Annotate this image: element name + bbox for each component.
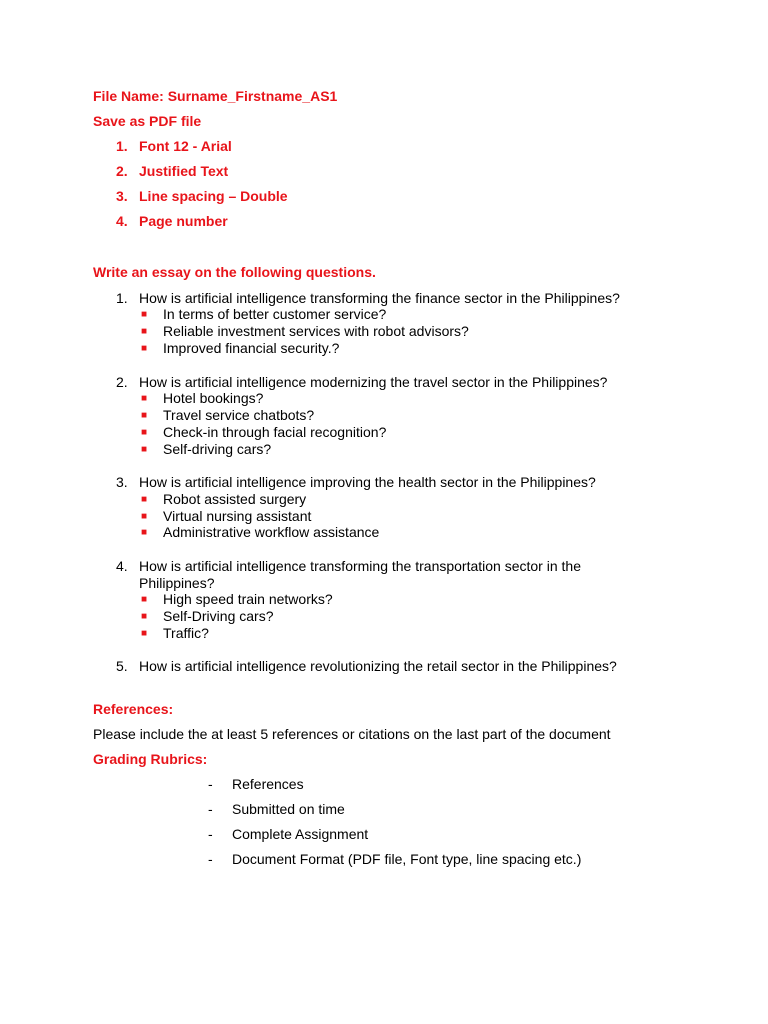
bullet-icon: ■ [141, 527, 148, 538]
dash-icon: - [208, 826, 213, 842]
file-name-line: File Name: Surname_Firstname_AS1 [93, 88, 338, 104]
requirement-item: Font 12 - Arial [139, 138, 232, 154]
rubric-item: Submitted on time [232, 801, 345, 817]
bullet-icon: ■ [141, 410, 148, 421]
dash-icon: - [208, 851, 213, 867]
requirement-number: 4. [116, 213, 128, 229]
bullet-icon: ■ [141, 611, 148, 622]
bullet-icon: ■ [141, 427, 148, 438]
question-bullet: Improved financial security.? [163, 340, 340, 356]
requirement-item: Page number [139, 213, 228, 229]
question-text-continued: Philippines? [139, 575, 215, 591]
question-bullet: Robot assisted surgery [163, 491, 307, 507]
question-bullet: Traffic? [163, 625, 209, 641]
question-bullet: Check-in through facial recognition? [163, 424, 387, 440]
requirement-number: 1. [116, 138, 128, 154]
bullet-icon: ■ [141, 511, 148, 522]
question-number: 3. [116, 474, 128, 490]
references-heading: References: [93, 701, 174, 717]
rubric-item: Document Format (PDF file, Font type, line spacing etc.) [232, 851, 582, 867]
rubric-item: Complete Assignment [232, 826, 369, 842]
requirement-item: Justified Text [139, 163, 229, 179]
question-number: 2. [116, 374, 128, 390]
question-bullet: Virtual nursing assistant [163, 508, 312, 524]
question-bullet: In terms of better customer service? [163, 306, 387, 322]
save-as-line: Save as PDF file [93, 113, 202, 129]
question-number: 1. [116, 290, 128, 306]
requirement-number: 3. [116, 188, 128, 204]
bullet-icon: ■ [141, 326, 148, 337]
references-instruction: Please include the at least 5 references or citations on the last part of the document [93, 726, 611, 742]
bullet-icon: ■ [141, 343, 148, 354]
question-text: How is artificial intelligence revolutionizing the retail sector in the Philippines? [139, 658, 617, 674]
bullet-icon: ■ [141, 628, 148, 639]
requirement-item: Line spacing – Double [139, 188, 288, 204]
question-bullet: Hotel bookings? [163, 390, 264, 406]
bullet-icon: ■ [141, 309, 148, 320]
dash-icon: - [208, 801, 213, 817]
bullet-icon: ■ [141, 393, 148, 404]
question-bullet: Administrative workflow assistance [163, 524, 380, 540]
bullet-icon: ■ [141, 494, 148, 505]
question-text: How is artificial intelligence transforming the transportation sector in the [139, 558, 581, 574]
question-bullet: Self-driving cars? [163, 441, 272, 457]
question-text: How is artificial intelligence modernizing the travel sector in the Philippines? [139, 374, 608, 390]
question-bullet: Travel service chatbots? [163, 407, 315, 423]
essay-heading: Write an essay on the following questions. [93, 264, 376, 280]
bullet-icon: ■ [141, 594, 148, 605]
rubrics-heading: Grading Rubrics: [93, 751, 208, 767]
requirement-number: 2. [116, 163, 128, 179]
dash-icon: - [208, 776, 213, 792]
rubric-item: References [232, 776, 304, 792]
question-bullet: High speed train networks? [163, 591, 333, 607]
question-number: 4. [116, 558, 128, 574]
question-text: How is artificial intelligence transforming the finance sector in the Philippines? [139, 290, 620, 306]
question-text: How is artificial intelligence improving the health sector in the Philippines? [139, 474, 596, 490]
question-bullet: Self-Driving cars? [163, 608, 274, 624]
question-bullet: Reliable investment services with robot advisors? [163, 323, 469, 339]
question-number: 5. [116, 658, 128, 674]
bullet-icon: ■ [141, 444, 148, 455]
